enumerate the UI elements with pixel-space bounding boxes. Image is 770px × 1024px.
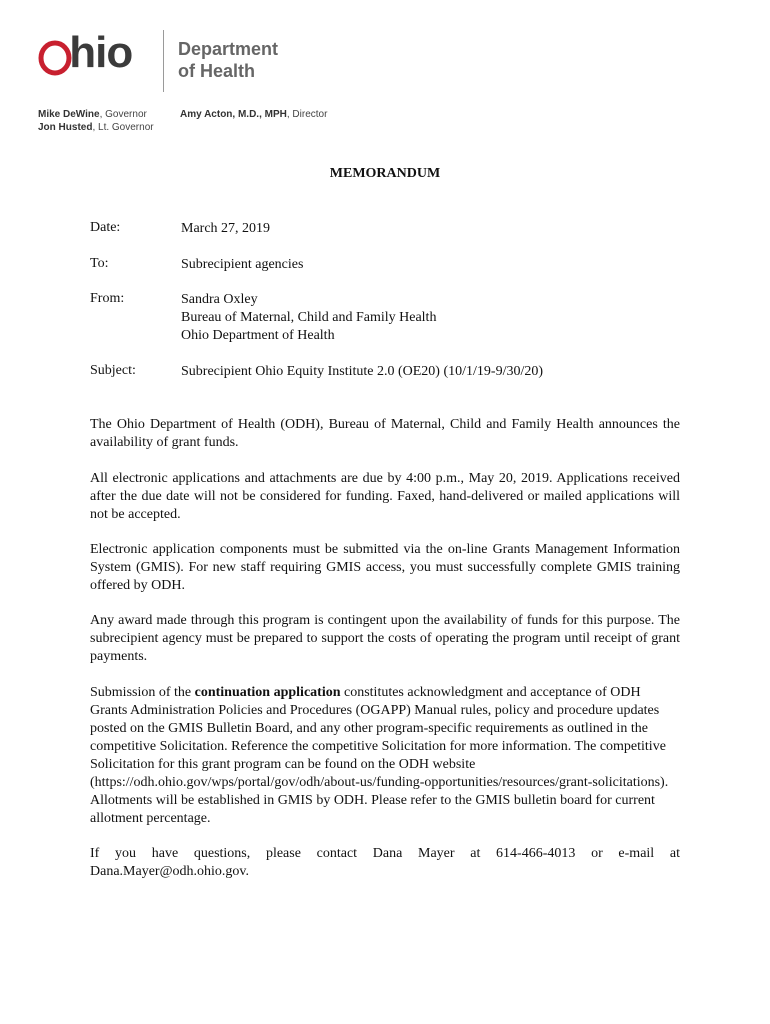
director-line: Amy Acton, M.D., MPH, Director: [180, 109, 328, 120]
paragraph-continuation: Submission of the continuation application constitutes acknowledgment and acceptance of ODH Grants Administration Policies and Procedures (OGAPP) Manual rules, policy and procedure updates posted on the GMIS Bulletin Board, and any other program-specific requirements as outlined in the competitive Solicitation. Reference the competitive Solicitation for more information. The competitive Solicitation for this grant program can be found on the ODH website (https://odh.ohio.gov/wps/portal/gov/odh/about-us/funding-opportunities/resources/grant-solicitations). Allotments will be established in GMIS by ODH. Please refer to the GMIS bulletin board for current allotment percentage.: [90, 685, 669, 826]
ohio-logo: [36, 28, 132, 78]
paragraph-award: Any award made through this program is contingent upon the availability of funds for this purpose. The subrecipient agency must be prepared to support the costs of operating the program until receipt of grant payments.: [90, 613, 680, 664]
from-department: Ohio Department of Health: [181, 328, 335, 343]
date-label: Date:: [90, 220, 121, 235]
to-value: Subrecipient agencies: [181, 257, 304, 272]
governor-block: [38, 108, 154, 134]
department-line-1: Department: [178, 39, 279, 59]
from-bureau: Bureau of Maternal, Child and Family Health: [181, 310, 437, 325]
paragraph-contact: If you have questions, please contact Dana Mayer at 614-466-4013 or e-mail at Dana.Mayer@odh.ohio.gov.: [90, 846, 680, 879]
governor-line: Mike DeWine, Governor: [38, 109, 147, 120]
subject-value: Subrecipient Ohio Equity Institute 2.0 (OE20) (10/1/19-9/30/20): [181, 364, 544, 379]
letterhead-divider: [163, 30, 164, 92]
from-label: From:: [90, 291, 125, 306]
ohio-logo-o: [36, 28, 69, 77]
paragraph-gmis: Electronic application components must be submitted via the on-line Grants Management Information System (GMIS). For new staff requiring GMIS access, you must successfully complete GMIS training offered by ODH.: [90, 542, 680, 593]
paragraph-announcement: The Ohio Department of Health (ODH), Bureau of Maternal, Child and Family Health announces the availability of grant funds.: [90, 417, 680, 450]
paragraph-deadline: All electronic applications and attachments are due by 4:00 p.m., May 20, 2019. Applications received after the due date will not be considered for funding. Faxed, hand-delivered or mailed applications will not be accepted.: [90, 471, 680, 522]
letterhead: [0, 0, 770, 140]
from-value: [181, 291, 436, 345]
memo-title: MEMORANDUM: [329, 166, 441, 181]
subject-label: Subject:: [90, 363, 136, 378]
continuation-application-emphasis: continuation application: [194, 685, 341, 700]
lt-governor-line: Jon Husted, Lt. Governor: [38, 122, 154, 133]
director-block: [180, 108, 327, 121]
date-value: March 27, 2019: [181, 221, 271, 236]
ohio-logo-text: hio: [69, 28, 133, 77]
to-label: To:: [90, 256, 109, 271]
department-name: [178, 38, 278, 82]
from-name: Sandra Oxley: [181, 292, 258, 307]
department-line-2: of Health: [178, 61, 256, 81]
